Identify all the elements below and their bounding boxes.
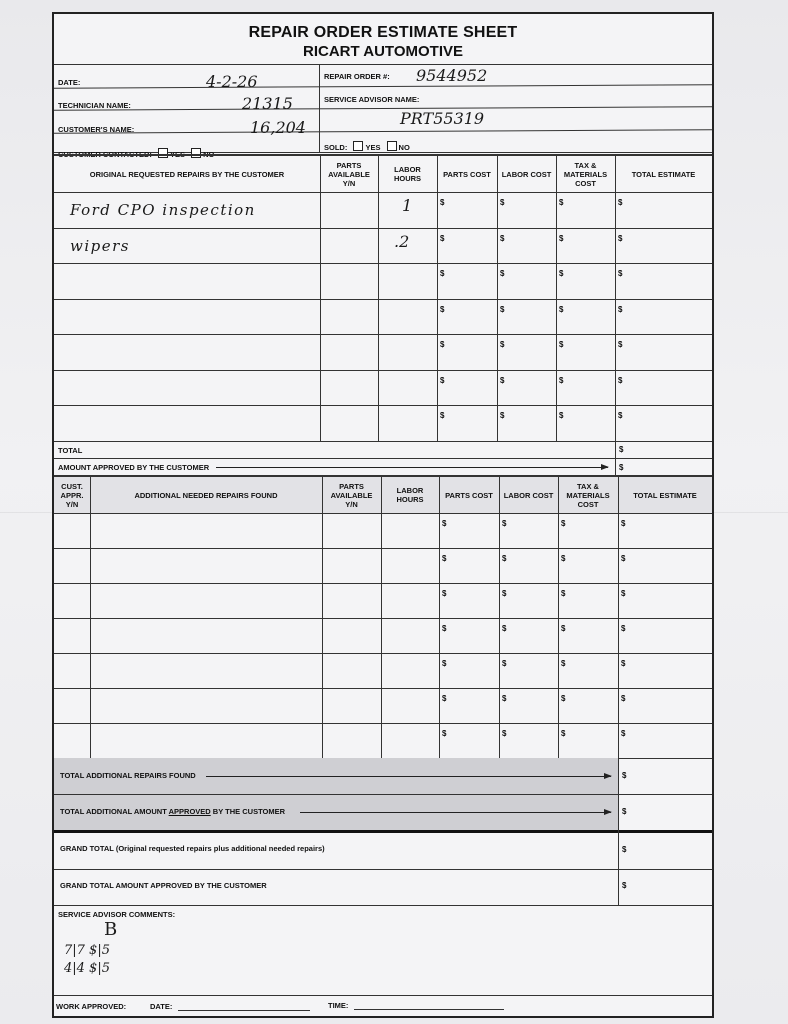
currency-symbol: $ [500, 411, 505, 420]
footer-date-label: DATE: [150, 1002, 173, 1011]
total-label: TOTAL [58, 445, 83, 455]
currency-symbol: $ [561, 658, 566, 668]
currency-symbol: $ [502, 658, 507, 668]
total-additional-approved-label: TOTAL ADDITIONAL AMOUNT APPROVED BY THE CUSTOMER [60, 806, 286, 816]
grand-total-label: GRAND TOTAL (Original requested repairs plus additional needed repairs) [60, 843, 325, 853]
currency-symbol: $ [621, 728, 626, 738]
currency-symbol: $ [618, 375, 623, 385]
currency-symbol: $ [440, 269, 445, 278]
currency-symbol: $ [561, 728, 566, 738]
technician-field[interactable]: 21315 [242, 94, 293, 113]
footer-date-line[interactable] [178, 1010, 310, 1011]
currency-symbol: $ [442, 623, 447, 633]
repair-order-label: REPAIR ORDER #: [324, 72, 390, 81]
additional-repair-row[interactable] [54, 618, 712, 653]
currency-symbol: $ [559, 304, 564, 314]
tax-materials-header: TAX & MATERIALS COST [563, 160, 608, 188]
additional-repairs-header: ADDITIONAL NEEDED REPAIRS FOUND [134, 490, 278, 500]
labor-hours-value: .2 [394, 231, 410, 251]
currency-symbol: $ [561, 553, 566, 563]
technician-label: TECHNICIAN NAME: [58, 101, 131, 110]
currency-symbol: $ [622, 880, 627, 890]
sold-label: SOLD: YES NO [324, 143, 410, 152]
currency-symbol: $ [622, 806, 627, 816]
additional-repair-row[interactable] [54, 548, 712, 583]
currency-symbol: $ [619, 444, 624, 454]
currency-symbol: $ [619, 462, 624, 472]
original-repair-row[interactable] [54, 334, 712, 370]
cust-appr-header: CUST. APPR. Y/N [60, 481, 84, 509]
currency-symbol: $ [440, 375, 445, 385]
currency-symbol: $ [442, 728, 447, 738]
currency-symbol: $ [502, 693, 507, 703]
currency-symbol: $ [621, 588, 626, 598]
labor-cost-header: LABOR COST [503, 490, 554, 500]
currency-symbol: $ [500, 198, 505, 207]
footer-time-label: TIME: [328, 1001, 349, 1010]
labor-hours-value: 1 [402, 196, 413, 215]
customer-name-label: CUSTOMER'S NAME: [58, 125, 135, 134]
currency-symbol: $ [500, 375, 505, 385]
currency-symbol: $ [500, 233, 505, 243]
currency-symbol: $ [500, 269, 505, 278]
total-additional-found-label: TOTAL ADDITIONAL REPAIRS FOUND [60, 770, 196, 780]
additional-repair-row[interactable] [54, 513, 712, 548]
sold-no-checkbox[interactable] [387, 141, 397, 151]
original-repair-row[interactable] [54, 263, 712, 299]
repair-description: Ford CPO inspection [70, 201, 256, 219]
currency-symbol: $ [502, 553, 507, 563]
repair-description: wipers [70, 236, 130, 255]
work-approved-label: WORK APPROVED: [56, 1002, 127, 1011]
original-repair-row[interactable] [54, 370, 712, 406]
currency-symbol: $ [622, 844, 627, 854]
currency-symbol: $ [440, 411, 445, 420]
original-repair-row[interactable] [54, 405, 712, 441]
currency-symbol: $ [440, 198, 445, 207]
labor-hours-header: LABOR HOURS [393, 165, 422, 183]
currency-symbol: $ [618, 233, 623, 243]
repair-order-field[interactable]: 9544952 [416, 66, 488, 85]
currency-symbol: $ [442, 518, 447, 528]
comments-area[interactable] [58, 918, 708, 1005]
parts-cost-header: PARTS COST [445, 490, 493, 500]
original-repair-row[interactable] [54, 228, 712, 264]
currency-symbol: $ [559, 411, 564, 420]
additional-repair-row[interactable] [54, 583, 712, 618]
currency-symbol: $ [622, 770, 627, 780]
repair-order-form [52, 12, 714, 1018]
currency-symbol: $ [442, 588, 447, 598]
currency-symbol: $ [502, 588, 507, 598]
comment-scribble: 7|7 $|5 [64, 942, 110, 958]
currency-symbol: $ [621, 658, 626, 668]
date-label: DATE: [58, 78, 81, 87]
additional-repair-row[interactable] [54, 688, 712, 723]
currency-symbol: $ [618, 269, 623, 278]
currency-symbol: $ [440, 340, 445, 349]
currency-symbol: $ [621, 623, 626, 633]
customer-name-field[interactable]: 16,204 [250, 118, 306, 137]
arrow-icon [216, 467, 608, 468]
currency-symbol: $ [621, 553, 626, 563]
total-estimate-header: TOTAL ESTIMATE [631, 169, 696, 179]
amount-approved-label: AMOUNT APPROVED BY THE CUSTOMER [58, 462, 210, 472]
currency-symbol: $ [561, 518, 566, 528]
comment-scribble: B [104, 918, 118, 940]
currency-symbol: $ [440, 304, 445, 314]
labor-hours-header: LABOR HOURS [396, 486, 424, 504]
currency-symbol: $ [621, 693, 626, 703]
currency-symbol: $ [559, 269, 564, 278]
additional-repair-row[interactable] [54, 653, 712, 688]
currency-symbol: $ [618, 340, 623, 349]
currency-symbol: $ [442, 658, 447, 668]
service-advisor-field[interactable]: PRT55319 [400, 109, 485, 128]
currency-symbol: $ [561, 623, 566, 633]
form-title: REPAIR ORDER ESTIMATE SHEET [248, 24, 518, 41]
service-advisor-comments-label: SERVICE ADVISOR COMMENTS: [58, 909, 176, 919]
original-repair-row[interactable] [54, 299, 712, 335]
currency-symbol: $ [559, 375, 564, 385]
currency-symbol: $ [559, 198, 564, 207]
arrow-icon [206, 776, 611, 777]
currency-symbol: $ [561, 693, 566, 703]
currency-symbol: $ [502, 728, 507, 738]
arrow-icon [300, 812, 611, 813]
additional-repair-row[interactable] [54, 723, 712, 758]
footer-time-line[interactable] [354, 1009, 504, 1010]
grand-total-approved-label: GRAND TOTAL AMOUNT APPROVED BY THE CUSTOMER [60, 880, 267, 890]
date-field[interactable]: 4-2-26 [206, 72, 258, 91]
parts-cost-header: PARTS COST [443, 169, 491, 179]
tax-materials-header: TAX & MATERIALS COST [566, 481, 610, 509]
currency-symbol: $ [618, 198, 623, 207]
currency-symbol: $ [559, 340, 564, 349]
currency-symbol: $ [559, 233, 564, 243]
currency-symbol: $ [502, 518, 507, 528]
currency-symbol: $ [561, 588, 566, 598]
parts-available-header: PARTS AVAILABLE Y/N [328, 160, 370, 188]
company-name: RICART AUTOMOTIVE [303, 43, 463, 60]
currency-symbol: $ [442, 553, 447, 563]
total-estimate-header: TOTAL ESTIMATE [633, 490, 697, 500]
comment-scribble: 4|4 $|5 [64, 960, 110, 976]
currency-symbol: $ [621, 518, 626, 528]
currency-symbol: $ [502, 623, 507, 633]
currency-symbol: $ [500, 304, 505, 314]
currency-symbol: $ [500, 340, 505, 349]
currency-symbol: $ [618, 304, 623, 314]
sold-yes-checkbox[interactable] [353, 141, 363, 151]
currency-symbol: $ [440, 233, 445, 243]
service-advisor-label: SERVICE ADVISOR NAME: [324, 95, 420, 104]
currency-symbol: $ [442, 693, 447, 703]
currency-symbol: $ [618, 411, 623, 420]
labor-cost-header: LABOR COST [501, 169, 552, 179]
parts-available-header: PARTS AVAILABLE Y/N [330, 481, 373, 509]
original-repairs-header: ORIGINAL REQUESTED REPAIRS BY THE CUSTOMER [89, 169, 285, 179]
